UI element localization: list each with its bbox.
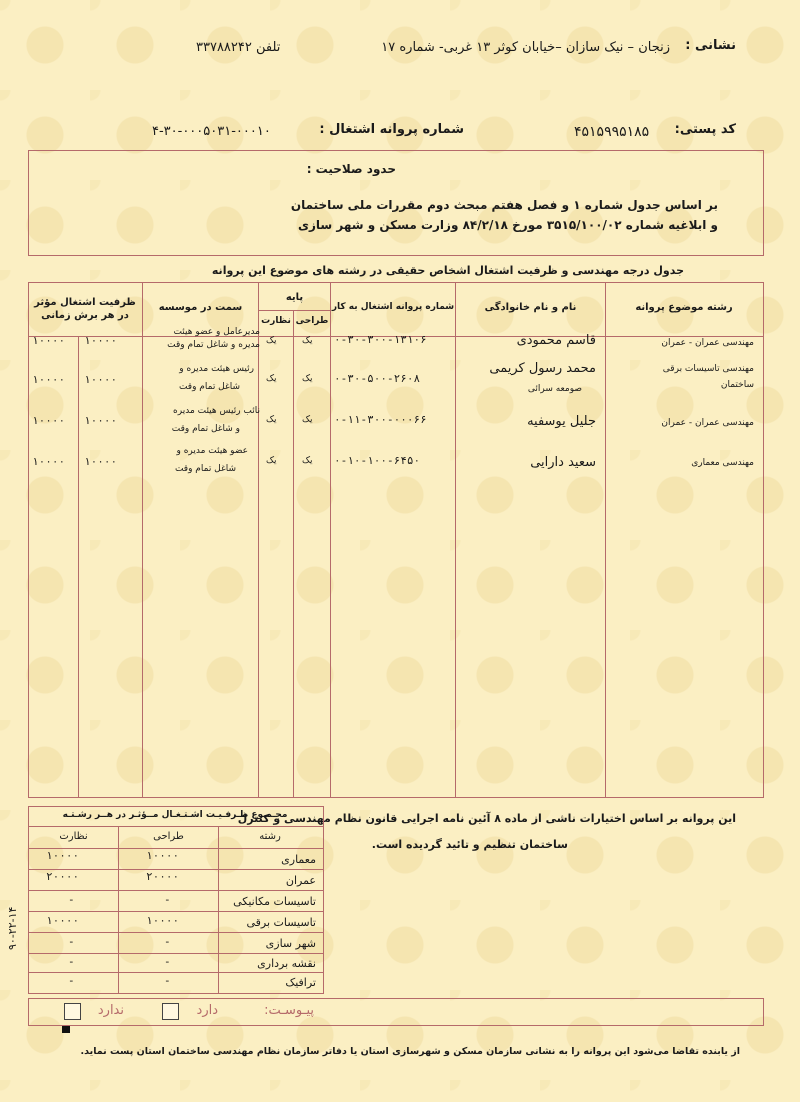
row1-field: مهندسی عمران - عمران [661, 338, 754, 348]
row2-cap2: ۱۰۰۰۰ [32, 373, 66, 386]
row4-supervision: یک [266, 456, 277, 466]
row4-design: یک [302, 456, 313, 466]
summary-row7-field: ترافیک [285, 976, 316, 989]
row2-name-2: صومعه سرائی [527, 384, 582, 394]
header-supervision: نظارت [261, 316, 291, 326]
issuance-note-line2: ساختمان تنظیم و تائید گردیده است. [371, 838, 568, 851]
row2-field-2: ساختمان [720, 380, 754, 390]
postal-label: کد پستی: [674, 122, 736, 137]
row1-name: قاسم محمودی [516, 333, 596, 348]
summary-row2-field: عمران [285, 874, 316, 887]
summary-row6-field: نقشه برداری [257, 957, 316, 970]
row2-supervision: یک [266, 374, 277, 384]
attachment-has-checkbox[interactable] [162, 1003, 179, 1020]
row1-position-1: مدیرعامل و عضو هیئت [173, 327, 260, 337]
row1-license: ۰-۳۰-۳۰۰-۱۳۱۰۶ [334, 333, 427, 346]
header-capacity: ظرفیت اشتغال مؤثر در هر برش زمانی [34, 297, 136, 321]
row4-cap2: ۱۰۰۰۰ [32, 455, 66, 468]
summary-row3-design: - [164, 893, 171, 906]
summary-row3-supervision: - [68, 893, 75, 906]
row4-name: سعید دارایی [530, 455, 596, 470]
header-field: رشته موضوع پروانه [635, 302, 733, 313]
summary-row3-field: تاسیسات مکانیکی [233, 895, 316, 908]
competence-line1: بر اساس جدول شماره ۱ و فصل هفتم مبحث دوم مقررات ملی ساختمان [290, 198, 718, 212]
row3-cap2: ۱۰۰۰۰ [32, 414, 66, 427]
row4-field: مهندسی معماری [691, 458, 754, 468]
address-label: نشانی : [685, 38, 736, 53]
competence-line2: و ابلاغیه شماره ۳۵۱۵/۱۰۰/۰۲ مورخ ۸۴/۲/۱۸ وزارت مسکن و شهر سازی [297, 218, 718, 232]
row1-cap1: ۱۰۰۰۰ [84, 334, 118, 347]
header-design: طراحی [295, 316, 329, 326]
table-title: جدول درجه مهندسی و ظرفیت اشتغال اشخاص حقیقی در رشته های موضوع این پروانه [211, 264, 684, 277]
side-code: ۹۰-۲۲-۱۴ [6, 906, 19, 950]
attachment-label: پیـوسـت: [264, 1003, 314, 1018]
row3-name: جلیل یوسفیه [527, 414, 596, 429]
summary-row4-field: تاسیسات برقی [246, 916, 316, 929]
row1-supervision: یک [266, 336, 277, 346]
summary-title: مجـمـوع ظـرفـیـت اشـتـغـال مــؤثـر در هــر رشـتـه [62, 810, 288, 820]
footer-note: از یابنده تقاضا می‌شود این پروانه را به نشانی سازمان مسکن و شهرسازی استان یا دفاتر سازمان نظام مهندسی ساختمان استان پست نماید. [80, 1046, 740, 1057]
row3-position-2: و شاغل تمام وقت [171, 424, 240, 434]
row3-field: مهندسی عمران - عمران [661, 418, 754, 428]
attachment-has-not-label: ندارد [97, 1003, 124, 1018]
summary-row6-supervision: - [68, 955, 75, 968]
license-label: شماره پروانه اشتغال : [319, 122, 464, 137]
row4-license: ۰-۱۰-۱۰۰-۶۴۵۰ [334, 454, 421, 467]
row2-name: محمد رسول کریمی [489, 361, 596, 376]
row1-design: یک [302, 336, 313, 346]
header-license: شماره پروانه اشتغال به کار [331, 302, 455, 312]
phone-text: تلفن ۳۳۷۸۸۲۴۲ [196, 40, 281, 55]
summary-row7-design: - [164, 974, 171, 987]
header-position: سمت در موسسه [158, 302, 243, 313]
row2-position-2: شاغل تمام وقت [178, 382, 240, 392]
summary-row6-design: - [164, 955, 171, 968]
row3-supervision: یک [266, 415, 277, 425]
row2-cap1: ۱۰۰۰۰ [84, 373, 118, 386]
row3-cap1: ۱۰۰۰۰ [84, 414, 118, 427]
row2-field-1: مهندسی تاسیسات برقی [662, 364, 754, 374]
row3-license: ۰-۱۱-۳۰۰-۰۰۰۶۶ [334, 413, 427, 426]
row4-position-1: عضو هیئت مدیره و [176, 446, 248, 456]
row3-position-1: نائب رئیس هیئت مدیره [173, 406, 260, 416]
address-text: زنجان – نیک سازان –خیابان کوثر ۱۳ غربی- شماره ۱۷ [381, 40, 670, 55]
header-grade: پایه [285, 292, 304, 303]
summary-row5-field: شهر سازی [265, 937, 316, 950]
summary-col-supervision: نظارت [59, 831, 88, 842]
row2-license: ۰-۳۰-۵۰۰-۲۶۰۸ [334, 372, 421, 385]
row3-design: یک [302, 415, 313, 425]
summary-row4-design: ۱۰۰۰۰ [146, 914, 180, 927]
summary-row1-design: ۱۰۰۰۰ [146, 849, 180, 862]
summary-row4-supervision: ۱۰۰۰۰ [46, 914, 80, 927]
header-name: نام و نام خانوادگی [484, 302, 577, 313]
summary-row1-field: معماری [281, 853, 316, 866]
attachment-has-not-checkbox[interactable] [64, 1003, 81, 1020]
row4-cap1: ۱۰۰۰۰ [84, 455, 118, 468]
summary-col-field: رشته [259, 831, 281, 842]
competence-title: حدود صلاحیت : [306, 162, 396, 176]
summary-row7-supervision: - [68, 974, 75, 987]
row4-position-2: شاغل تمام وقت [174, 464, 236, 474]
postal-code: ۴۵۱۵۹۹۵۱۸۵ [574, 124, 650, 140]
row1-position-2: مدیره و شاغل تمام وقت [167, 340, 260, 350]
row2-position-1: رئیس هیئت مدیره و [179, 364, 254, 374]
summary-row2-supervision: ۲۰۰۰۰ [46, 870, 80, 883]
issuance-note-line1: این پروانه بر اساس اختیارات ناشی از ماده ۸ آئین نامه اجرایی قانون نظام مهندسی و کنترل [237, 812, 736, 825]
summary-row5-supervision: - [68, 935, 75, 948]
license-number: ۴-۳۰-۰۰۰۵۰۳۱-۰۰۰۱۰ [152, 124, 271, 139]
summary-row2-design: ۲۰۰۰۰ [146, 870, 180, 883]
summary-row5-design: - [164, 935, 171, 948]
attachment-has-label: دارد [196, 1003, 218, 1018]
attachment-box [28, 998, 764, 1026]
corner-mark [62, 1026, 70, 1033]
main-table [28, 282, 764, 798]
summary-row1-supervision: ۱۰۰۰۰ [46, 849, 80, 862]
row2-design: یک [302, 374, 313, 384]
summary-col-design: طراحی [153, 831, 184, 842]
row1-cap2: ۱۰۰۰۰ [32, 334, 66, 347]
